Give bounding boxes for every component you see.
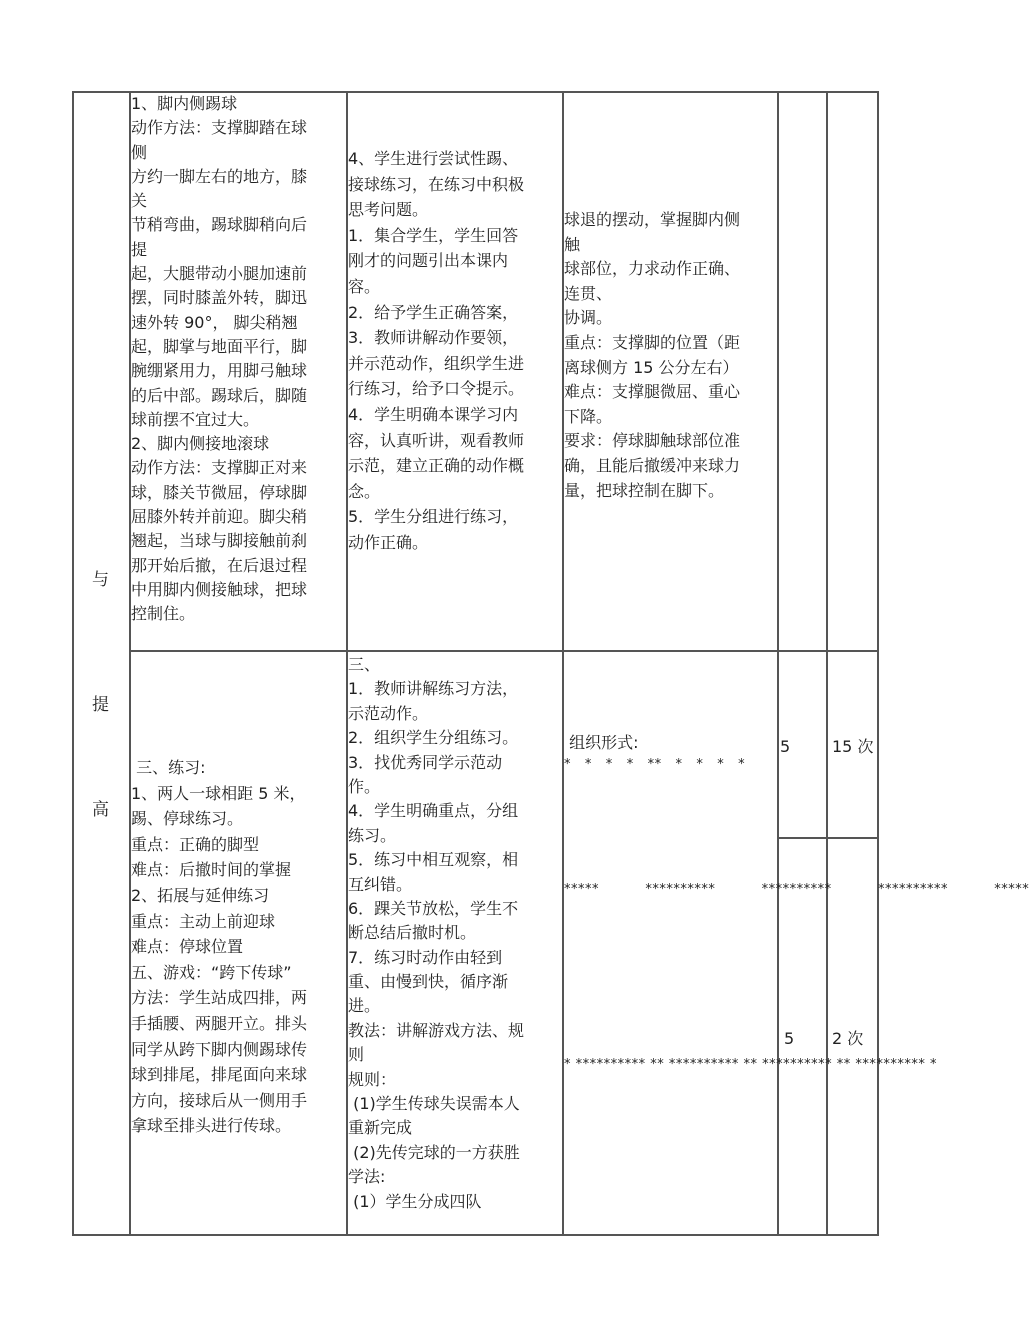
- method-line: 并示范动作，组织学生进: [348, 353, 525, 373]
- method-line: 6．踝关节放松，学生不: [348, 898, 519, 918]
- content-line: 屈膝外转并前迎。脚尖稍: [131, 507, 308, 527]
- stage-label-1: 与: [92, 570, 109, 590]
- method-line: 1．教师讲解练习方法，: [348, 679, 519, 699]
- content-line: 速外转 90°， 脚尖稍翘: [131, 312, 298, 332]
- method-line: 5．学生分组进行练习，: [348, 507, 519, 527]
- content-line: 难点：停球位置: [131, 937, 244, 957]
- content-line: 踢、停球练习。: [131, 809, 244, 829]
- formation-line: * ********** *: [843, 1057, 938, 1072]
- method-line: 则: [348, 1045, 365, 1065]
- method-line: (1）学生分成四队: [348, 1191, 482, 1211]
- method-line: 7．练习时动作由轻到: [348, 947, 503, 967]
- method-line: 5．练习中相互观察，相: [348, 850, 519, 870]
- method-line: 行练习，给予口令提示。: [348, 379, 525, 399]
- method-line: 4．学生明确本课学习内: [348, 404, 519, 424]
- stage-label-3: 高: [92, 800, 109, 820]
- method-line: 思考问题。: [348, 200, 429, 220]
- formation-line: * * * * *: [654, 757, 746, 772]
- content-line: 动作方法：支撑脚踏在球: [131, 118, 308, 138]
- method-line: 断总结后撤时机。: [348, 923, 477, 943]
- content-line: 重点：正确的脚型: [131, 834, 260, 854]
- content-line: 球，膝关节微屈，停球脚: [131, 482, 308, 502]
- content-line: 起，大腿带动小腿加速前: [131, 264, 308, 284]
- stage-label-2: 提: [92, 695, 109, 715]
- requirement-line: 下降。: [564, 406, 613, 426]
- formation-line: ***** *****: [912, 882, 1029, 897]
- content-line: 侧: [131, 142, 148, 162]
- time-value-1: 5: [780, 737, 791, 756]
- requirement-line: 球部位，力求动作正确、: [564, 259, 741, 279]
- requirement-line: 触: [564, 234, 581, 254]
- method-line: 示范动作。: [348, 703, 429, 723]
- formation-line: ***** *****: [796, 882, 913, 897]
- method-line: 3．教师讲解动作要领，: [348, 328, 519, 348]
- method-line: 练习。: [348, 825, 397, 845]
- content-line: 中用脚内侧接触球，把球: [131, 579, 308, 599]
- formation-diagram-c: [564, 1053, 937, 1077]
- method-line: (2)先传完球的一方获胜: [348, 1142, 520, 1162]
- content-line: 五、游戏：“跨下传球”: [131, 962, 292, 982]
- method-line: 2．组织学生分组练习。: [348, 728, 519, 748]
- subrow-divider: [777, 837, 879, 839]
- method-line: 刚才的问题引出本课内: [348, 251, 509, 271]
- method-line: 容。: [348, 276, 381, 296]
- table-border-bottom: [72, 1234, 879, 1236]
- formation-diagram-a: [564, 752, 745, 777]
- method-line: 容，认真听讲，观看教师: [348, 430, 525, 450]
- row2-content: [131, 755, 307, 1139]
- method-line: 学法:: [348, 1167, 386, 1187]
- row1-method: [348, 146, 524, 556]
- formation-line: * ********** *: [750, 1057, 844, 1072]
- content-line: 方法：学生站成四排，两: [131, 988, 308, 1008]
- requirement-line: 量，把球控制在脚下。: [564, 480, 725, 500]
- content-line: 2、拓展与延伸练习: [131, 885, 270, 905]
- table-border-left: [72, 91, 74, 1236]
- content-line: 翘起，当球与脚接触前刹: [131, 531, 308, 551]
- content-line: 重点：主动上前迎球: [131, 911, 276, 931]
- row2-method: [348, 653, 524, 1214]
- formation-line: * ********** *: [564, 1057, 658, 1072]
- time-value-2: 5: [784, 1029, 795, 1048]
- formation-line: ***** *****: [680, 882, 797, 897]
- method-line: 示范，建立正确的动作概: [348, 456, 525, 476]
- method-line: (1)学生传球失误需本人: [348, 1094, 520, 1114]
- content-line: 起，脚掌与地面平行，脚: [131, 336, 308, 356]
- row1-content: [131, 92, 307, 627]
- content-line: 球到排尾，排尾面向来球: [131, 1065, 308, 1085]
- content-line: 方向，接球后从一侧用手: [131, 1090, 308, 1110]
- method-line: 3．找优秀同学示范动: [348, 752, 503, 772]
- content-line: 2、脚内侧接地滚球: [131, 434, 270, 454]
- content-line: 关: [131, 191, 148, 211]
- formation-line: * * * * *: [564, 757, 655, 772]
- requirement-line: 难点：支撑腿微屈、重心: [564, 382, 741, 402]
- content-line: 控制住。: [131, 604, 196, 624]
- content-line: 1、两人一球相距 5 米，: [131, 783, 306, 803]
- method-line: 4．学生明确重点，分组: [348, 801, 519, 821]
- formation-line: ***** *****: [564, 882, 681, 897]
- method-line: 重、由慢到快，循序渐: [348, 972, 509, 992]
- content-line: 1、脚内侧踢球: [131, 94, 238, 113]
- row1-requirements: [564, 208, 740, 503]
- content-line: 提: [131, 239, 148, 259]
- method-line: 2．给予学生正确答案，: [348, 302, 519, 322]
- method-line: 1．集合学生，学生回答: [348, 225, 519, 245]
- method-line: 进。: [348, 996, 381, 1016]
- method-line: 念。: [348, 481, 381, 501]
- requirement-line: 离球侧方 15 公分左右）: [564, 357, 739, 377]
- requirement-line: 确，且能后撤缓冲来球力: [564, 455, 741, 475]
- method-line: 动作正确。: [348, 532, 429, 552]
- requirement-line: 要求：停球脚触球部位准: [564, 431, 741, 451]
- content-line: 难点：后撤时间的掌握: [131, 860, 292, 880]
- content-line: 节稍弯曲，踢球脚稍向后: [131, 215, 308, 235]
- organization-title: 组织形式:: [564, 733, 639, 752]
- requirement-line: 连贯、: [564, 283, 613, 303]
- content-line: 方约一脚左右的地方，膝: [131, 166, 308, 186]
- row-divider: [129, 650, 879, 652]
- content-line: 三、练习:: [131, 758, 206, 777]
- count-value-1: 15 次: [832, 737, 874, 756]
- method-line: 作。: [348, 776, 381, 796]
- method-line: 接球练习，在练习中积极: [348, 174, 525, 194]
- method-line: 规则：: [348, 1069, 397, 1089]
- content-line: 的后中部。踢球后，脚随: [131, 385, 308, 405]
- formation-line: * ********** *: [657, 1057, 751, 1072]
- content-line: 球前摆不宜过大。: [131, 409, 260, 429]
- content-line: 腕绷紧用力，用脚弓触球: [131, 361, 308, 381]
- method-line: 4、学生进行尝试性踢、: [348, 149, 519, 168]
- requirement-line: 重点：支撑脚的位置（距: [564, 332, 741, 352]
- method-line: 三、: [348, 655, 381, 674]
- formation-diagram-b: [564, 877, 1029, 902]
- content-line: 手插腰、两腿开立。排头: [131, 1013, 308, 1033]
- requirement-line: 协调。: [564, 308, 613, 328]
- content-line: 同学从跨下脚内侧踢球传: [131, 1039, 308, 1059]
- content-line: 动作方法：支撑脚正对来: [131, 458, 308, 478]
- content-line: 拿球至排头进行传球。: [131, 1116, 292, 1136]
- method-line: 教法：讲解游戏方法、规: [348, 1020, 525, 1040]
- method-line: 重新完成: [348, 1118, 413, 1138]
- content-line: 摆，同时膝盖外转，脚迅: [131, 288, 308, 308]
- content-line: 那开始后撤，在后退过程: [131, 555, 308, 575]
- count-value-2: 2 次: [832, 1029, 864, 1048]
- requirement-line: 球退的摆动，掌握脚内侧: [564, 210, 741, 229]
- method-line: 互纠错。: [348, 874, 413, 894]
